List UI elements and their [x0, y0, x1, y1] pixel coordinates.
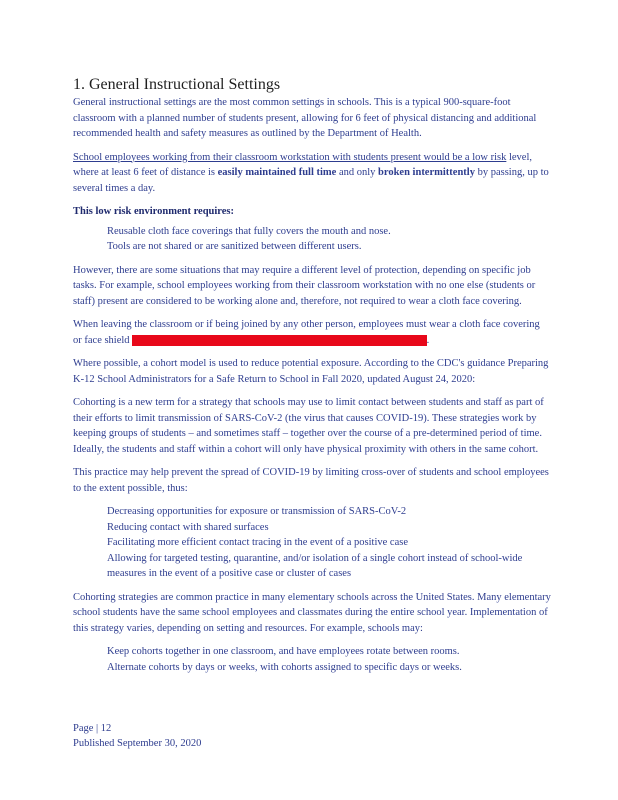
section-heading: 1. General Instructional Settings [73, 76, 281, 93]
list-item [73, 551, 551, 582]
underlined-text: School employees working from their classroom workstation with students present would be a low risk [73, 151, 507, 163]
paragraph-low-risk [73, 150, 551, 197]
paragraph-cohort-intro: Where possible, a cohort model is used to reduce potential exposure. According to the CDC's guidance Preparing K-12 School Administrators for a Safe Return to School in Fall 2020, updated August 24, 2020: [73, 358, 549, 385]
list-item [73, 520, 551, 536]
paragraph-cohorting-definition: Cohorting is a new term for a strategy that schools may use to limit contact between students and staff as part of their efforts to limit transmission of SARS-CoV-2 (the virus that causes COVID-19). These strategies work by keeping groups of students – and sometimes staff – together over the course of a pre-determined period of time. Ideally, the students and staff within a cohort will only have physical proximity with others in the same cohort. [73, 397, 544, 455]
requirements-list [73, 224, 551, 255]
published-date: Published September 30, 2020 [73, 738, 202, 749]
list-item-text: Alternate cohorts by days or weeks, with cohorts assigned to specific days or weeks. [107, 661, 462, 673]
page-number: Page | 12 [73, 723, 112, 734]
paragraph-intro: General instructional settings are the most common settings in schools. This is a typical 900-square-foot classroom with a planned number of students present, allowing for 6 feet of physical distancing and additional recommended health and safety measures as outlined by the Department of Health. [73, 97, 537, 139]
benefits-list [73, 504, 551, 582]
list-item [73, 239, 551, 255]
list-item [73, 644, 551, 660]
text-span: and only [336, 167, 379, 178]
low-risk-requirements-heading: This low risk environment requires: [73, 206, 235, 217]
page-content [73, 76, 551, 683]
list-item-text: Keep cohorts together in one classroom, and have employees rotate between rooms. [107, 646, 460, 657]
list-item-text: Tools are not shared or are sanitized between different users. [107, 241, 362, 252]
page-footer [73, 721, 201, 751]
list-item [73, 535, 551, 551]
list-item [73, 224, 551, 240]
paragraph-exceptions: However, there are some situations that may require a different level of protection, depending on specific job tasks. For example, school employees working from their classroom workstation with no one else (students or staff) present are considered to be working alone and, therefore, not required to wear a cloth face covering. [73, 264, 536, 307]
paragraph-practice: This practice may help prevent the spread of COVID-19 by limiting cross-over of students and school employees to the extent possible, thus: [73, 467, 549, 494]
paragraph-cohorting-strategies: Cohorting strategies are common practice in many elementary schools across the United States. Many elementary school students have the same school employees and classmates during the entire school year. Implementation of this strategy varies, depending on setting and resources. For example, schools may: [73, 591, 551, 634]
text-span: by passing, up to several times a day. [73, 167, 549, 194]
list-item-text: Reusable cloth face coverings that fully covers the mouth and nose. [107, 225, 391, 237]
text-span: When leaving the classroom or if being joined by any other person, employees must wear a cloth face covering or face shield [73, 319, 540, 346]
list-item-text: Allowing for targeted testing, quarantine, and/or isolation of a single cohort instead of school-wide measures in the event of a positive case or cluster of cases [107, 552, 523, 579]
text-span: . [426, 334, 430, 346]
text-span: level, where at least 6 feet of distance is [73, 151, 533, 178]
school-options-list [73, 644, 551, 675]
list-item [73, 660, 551, 676]
redacted-highlight: that includes a cloth extension attached to the entire edge of the shield [132, 334, 427, 346]
bold-text: broken intermittently [378, 167, 475, 178]
list-item [73, 504, 551, 520]
list-item-text: Reducing contact with shared surfaces [107, 521, 269, 533]
bold-text: easily maintained full time [217, 167, 337, 178]
paragraph-face-covering [73, 317, 551, 348]
list-item-text: Facilitating more efficient contact tracing in the event of a positive case [107, 537, 408, 548]
list-item-text: Decreasing opportunities for exposure or transmission of SARS-CoV-2 [107, 506, 407, 517]
